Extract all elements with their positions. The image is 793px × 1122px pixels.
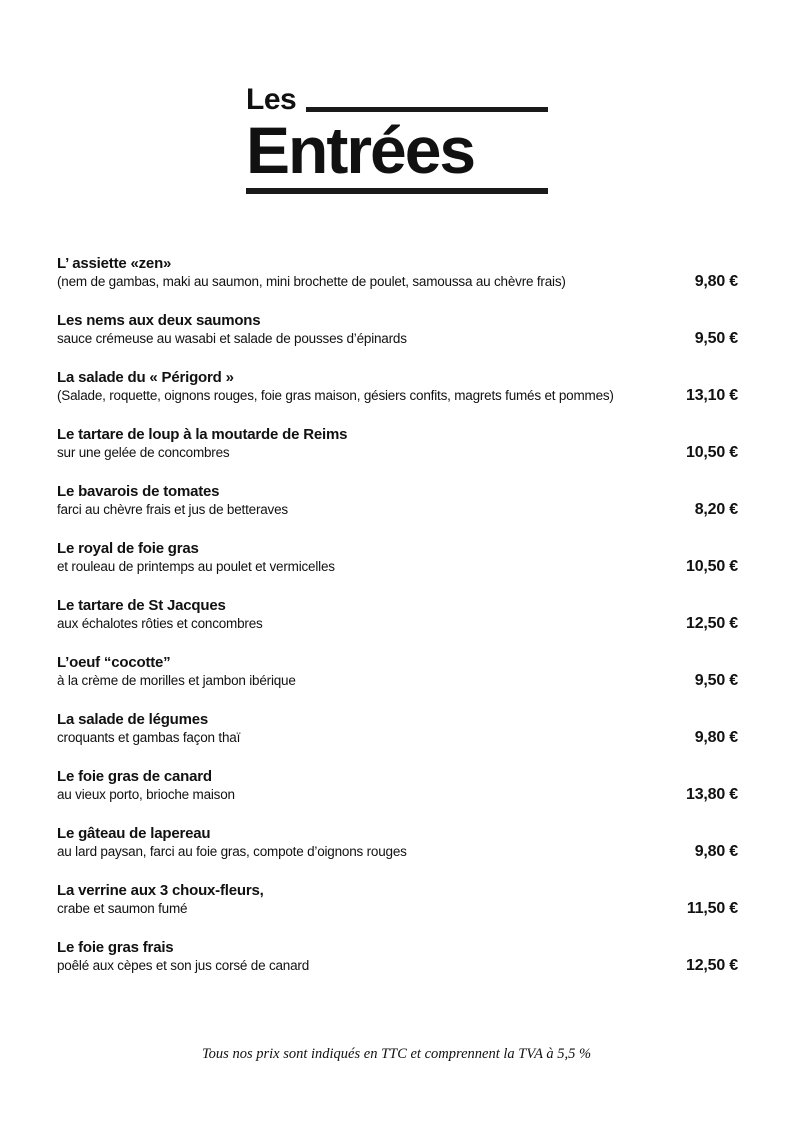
tax-notice: Tous nos prix sont indiqués en TTC et comprennent la TVA à 5,5 % [201,1046,592,1062]
menu-item-row [57,558,738,576]
menu-item-title: Le tartare de St Jacques [57,597,226,614]
menu-item-title: Le foie gras frais [57,939,174,956]
menu-item-title: Le bavarois de tomates [57,483,220,500]
menu-item-description: poêlé aux cèpes et son jus corsé de canard [57,958,310,973]
menu-item-title: La salade du « Périgord » [57,369,234,386]
menu-item-description: crabe et saumon fumé [57,901,188,916]
menu-item-price: 9,80 € [694,273,738,290]
menu-item-description: sur une gelée de concombres [57,445,230,460]
menu-item-description: et rouleau de printemps au poulet et vermicelles [57,559,335,574]
menu-header [246,85,548,194]
menu-item-title: La salade de légumes [57,711,209,728]
menu-item-row [57,615,738,633]
menu-item-price: 9,80 € [694,843,738,860]
menu-item [57,540,738,576]
menu-item-description: au vieux porto, brioche maison [57,787,235,802]
menu-item-description: sauce crémeuse au wasabi et salade de pousses d’épinards [57,331,407,346]
menu-item-description: (nem de gambas, maki au saumon, mini brochette de poulet, samoussa au chèvre frais) [57,274,566,289]
menu-item-row [57,957,738,975]
menu-item-price: 9,50 € [694,330,738,347]
menu-item-title: La verrine aux 3 choux-fleurs, [57,882,264,899]
menu-item-title: Les nems aux deux saumons [57,312,261,329]
menu-item [57,483,738,519]
header-eyebrow-row [246,85,548,115]
menu-item-price: 12,50 € [686,615,738,632]
menu-item [57,711,738,747]
menu-item-price: 13,10 € [686,387,738,404]
menu-item-price: 10,50 € [686,558,738,575]
menu-item [57,312,738,348]
menu-item-row [57,786,738,804]
menu-item-row [57,729,738,747]
eyebrow-rule [306,107,548,112]
menu-item-row [57,900,738,918]
title-underline-rule [246,188,548,194]
menu-item-price: 12,50 € [686,957,738,974]
menu-item-title: L’ assiette «zen» [57,255,172,272]
menu-item-row [57,273,738,291]
menu-item-title: Le foie gras de canard [57,768,212,785]
menu-item-row [57,330,738,348]
menu-item-description: (Salade, roquette, oignons rouges, foie gras maison, gésiers confits, magrets fumés et pommes) [57,388,614,403]
menu-item [57,825,738,861]
menu-category-eyebrow: Les [246,83,297,116]
menu-item-title: L’oeuf “cocotte” [57,654,171,671]
menu-item-row [57,501,738,519]
menu-item [57,369,738,405]
menu-item-row [57,387,738,405]
menu-item [57,597,738,633]
menu-item-description: croquants et gambas façon thaï [57,730,241,745]
menu-item-price: 9,50 € [694,672,738,689]
menu-item-price: 8,20 € [694,501,738,518]
menu-item [57,654,738,690]
menu-item-row [57,672,738,690]
menu-item-price: 9,80 € [694,729,738,746]
menu-item [57,426,738,462]
menu-item-price: 10,50 € [686,444,738,461]
menu-item-title: Le tartare de loup à la moutarde de Reims [57,426,348,443]
menu-item-description: à la crème de morilles et jambon ibérique [57,673,296,688]
menu-item-row [57,444,738,462]
menu-item [57,768,738,804]
menu-item-title: Le royal de foie gras [57,540,199,557]
menu-item [57,939,738,975]
menu-item-description: farci au chèvre frais et jus de betteraves [57,502,288,517]
menu-items [0,255,793,996]
page-title: Entrées [246,113,475,187]
menu-item [57,882,738,918]
menu-item-description: au lard paysan, farci au foie gras, compote d’oignons rouges [57,844,407,859]
menu-item [57,255,738,291]
menu-item-price: 13,80 € [686,786,738,803]
menu-item-row [57,843,738,861]
menu-item-title: Le gâteau de lapereau [57,825,211,842]
menu-item-description: aux échalotes rôties et concombres [57,616,263,631]
menu-item-price: 11,50 € [686,900,738,917]
